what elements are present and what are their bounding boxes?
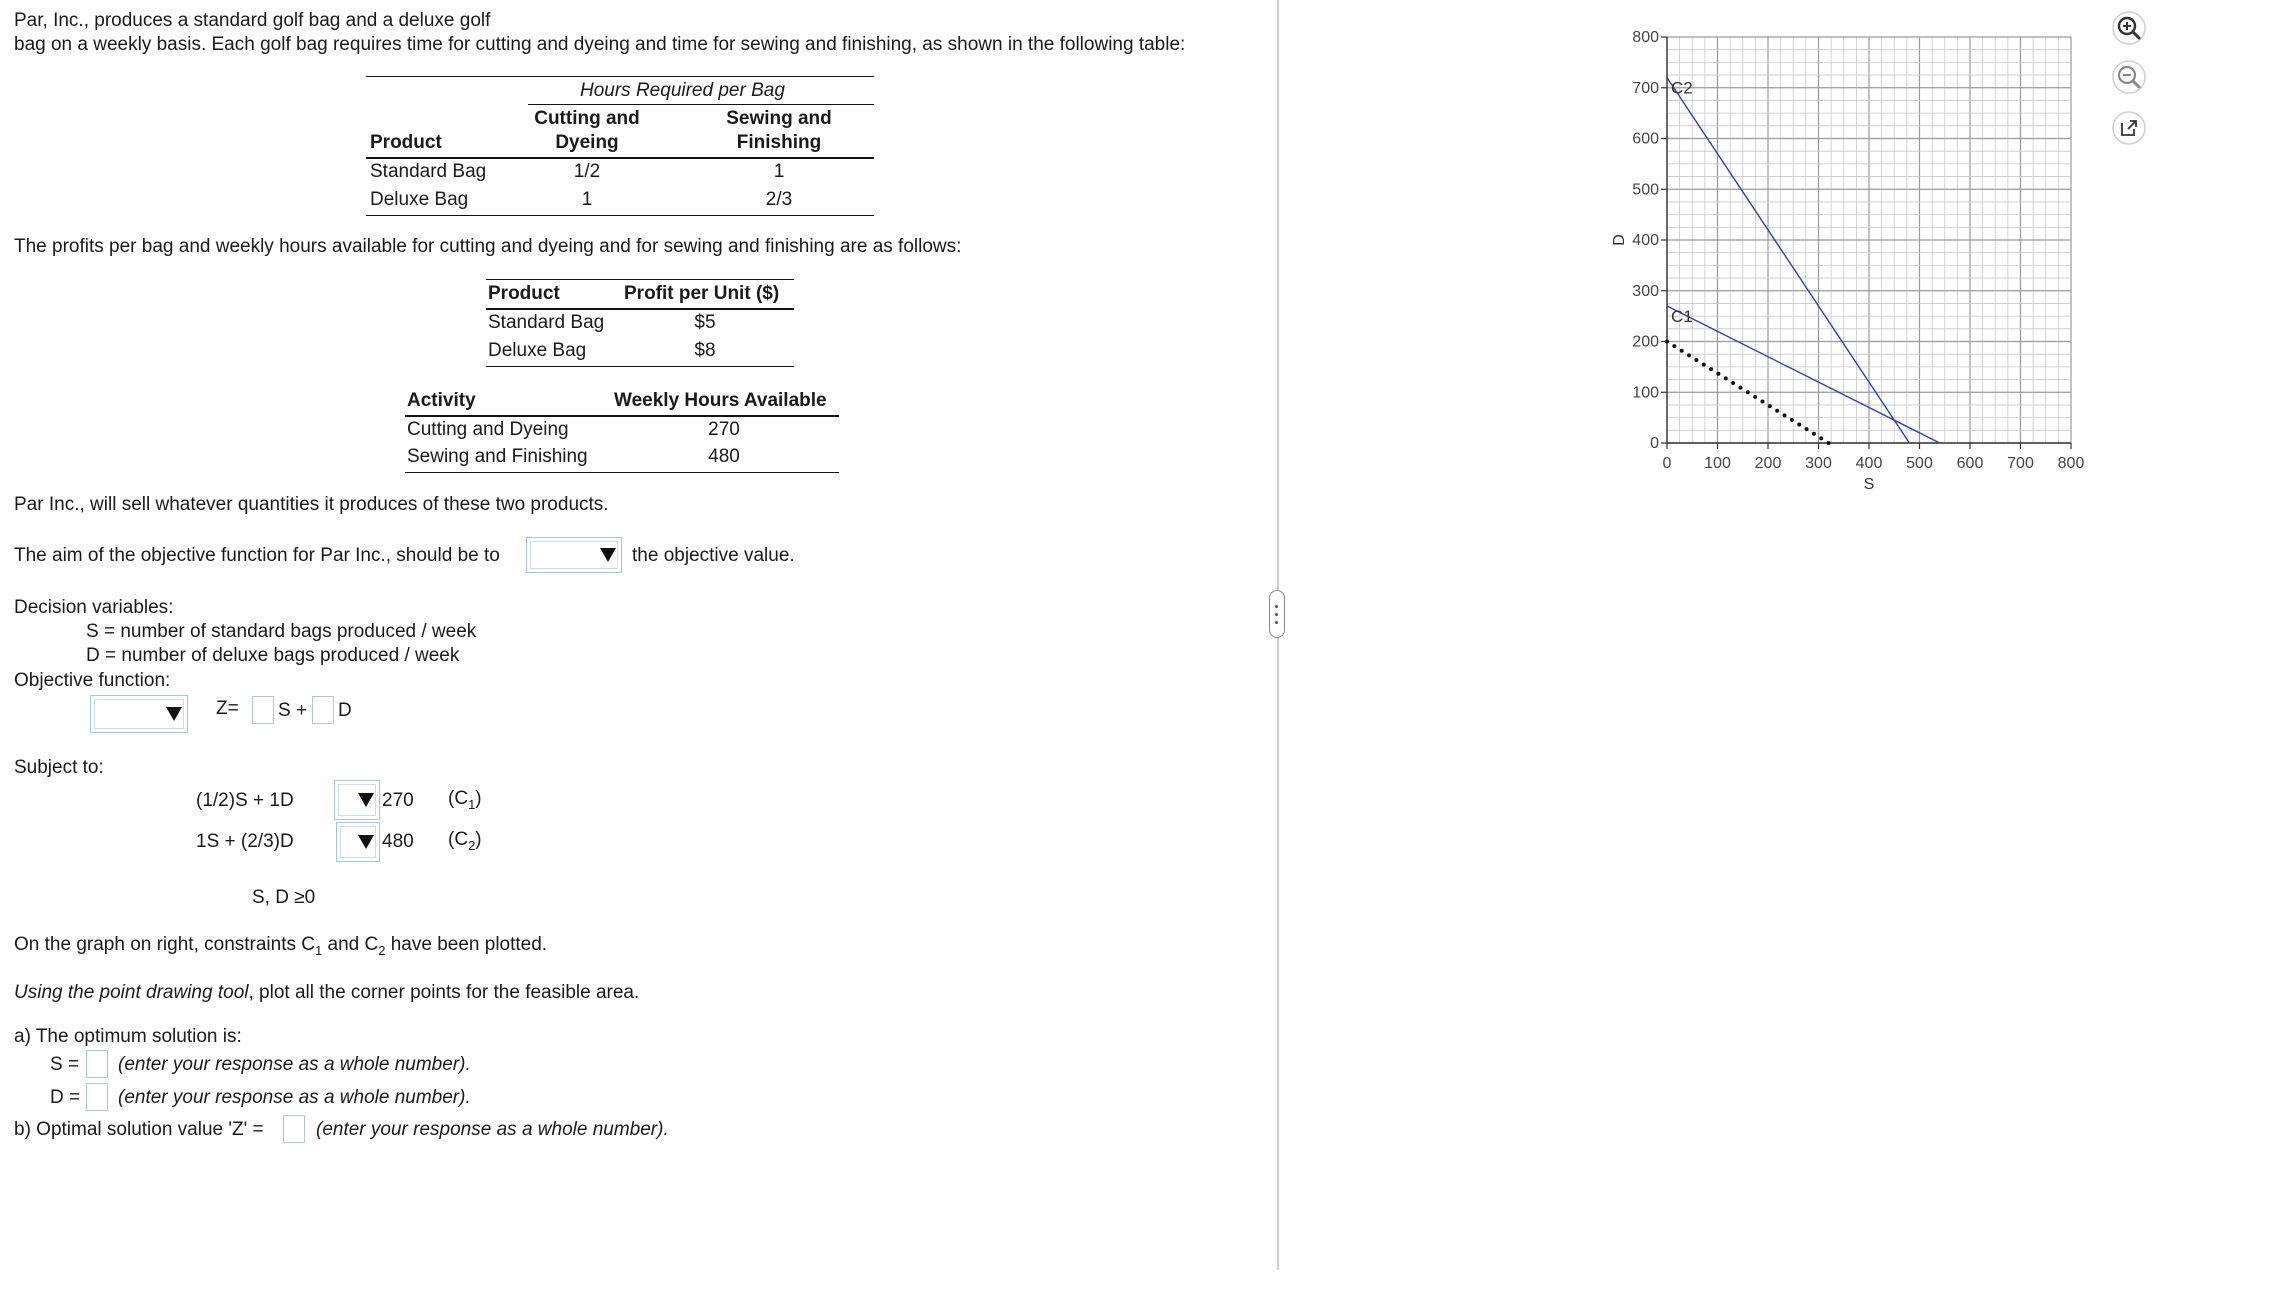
- dotted-series-point: [1768, 404, 1772, 408]
- graph-note-sub1: 1: [315, 942, 323, 958]
- profit-col-product: Product: [488, 283, 560, 304]
- constraint-line-c2: [1667, 78, 1909, 443]
- avail-col-activity: Activity: [407, 390, 476, 411]
- c2-label: $(C_2)$: [448, 829, 482, 853]
- c2-sign-dropdown[interactable]: [336, 822, 380, 862]
- profit-row-deluxe-value: $8: [694, 340, 716, 361]
- d-answer-input[interactable]: [86, 1083, 108, 1111]
- dotted-series-point: [1680, 349, 1684, 353]
- dotted-series-point: [1812, 432, 1816, 436]
- intro-line-2: bag on a weekly basis. Each golf bag requires time for cutting and dyeing and time for sewing and finishing, as shown in the following table:: [14, 34, 1186, 55]
- s-answer-input[interactable]: [86, 1050, 108, 1078]
- x-tick-label: 0: [1662, 455, 1672, 472]
- sell-text: Par Inc., will sell whatever quantities it produces of these two products.: [14, 494, 609, 515]
- y-tick-label: 800: [1632, 29, 1659, 46]
- popout-icon[interactable]: [2111, 110, 2147, 146]
- panel-resize-handle[interactable]: [1269, 590, 1285, 638]
- intro-line-1: Par, Inc., produces a standard golf bag and a deluxe golf: [14, 10, 491, 31]
- c1-sign-dropdown[interactable]: [334, 780, 380, 820]
- dotted-series-point: [1775, 409, 1779, 413]
- s-coef-input-wrap: [252, 696, 274, 724]
- row-standard-cut: 1/2: [573, 161, 601, 182]
- dotted-series-point: [1805, 427, 1809, 431]
- nonneg-constraint: S, D ≥0: [252, 887, 316, 908]
- y-tick-label: 500: [1632, 181, 1659, 199]
- constraint-label-c1: C1: [1671, 306, 1693, 326]
- dotted-series-point: [1731, 381, 1735, 385]
- tool-note-rest: , plot all the corner points for the feasible area.: [248, 982, 640, 1003]
- dotted-series-point: [1753, 395, 1757, 399]
- col-sew-1: Sewing and: [726, 108, 832, 129]
- dotted-series-point: [1738, 386, 1742, 390]
- c2-label-sub: 2: [468, 837, 476, 853]
- profit-row-standard-value: $5: [694, 312, 716, 333]
- objective-s-label: S +: [278, 700, 308, 721]
- dotted-series-point: [1724, 376, 1728, 380]
- row-standard-product: Standard Bag: [370, 161, 487, 182]
- col-product: Product: [370, 132, 442, 153]
- aim-text: The aim of the objective function for Par Inc., should be to: [14, 545, 500, 566]
- dotted-series-point: [1819, 436, 1823, 440]
- dropdown-arrow-icon: [358, 793, 374, 807]
- col-cut-1: Cutting and: [534, 108, 640, 129]
- answer-d-label: D =: [50, 1087, 81, 1108]
- graph-note-a: On the graph on right, constraints C: [14, 934, 315, 955]
- y-tick-label: 600: [1632, 130, 1659, 148]
- s-definition: S = number of standard bags produced / week: [86, 621, 477, 642]
- x-tick-label: 600: [1956, 455, 1984, 472]
- avail-row-cut-hours: 270: [708, 419, 740, 440]
- y-tick-label: 0: [1650, 435, 1659, 452]
- constraint-graph[interactable]: [1610, 20, 2130, 500]
- profit-row-deluxe: Deluxe Bag: [488, 340, 587, 361]
- dotted-series-point: [1760, 399, 1764, 403]
- zoom-in-icon[interactable]: [2111, 10, 2147, 46]
- d-coefficient-input[interactable]: [312, 696, 334, 724]
- z-answer-input[interactable]: [283, 1115, 305, 1143]
- objective-heading: Objective function:: [14, 670, 171, 691]
- y-tick-label: 700: [1632, 79, 1659, 97]
- d-coef-input-wrap: [312, 696, 334, 724]
- dotted-series-point: [1783, 413, 1787, 417]
- aim-text-after: the objective value.: [632, 545, 795, 566]
- dropdown-arrow-icon: [166, 707, 182, 721]
- dotted-series-point: [1790, 418, 1794, 422]
- dropdown-arrow-icon: [358, 835, 374, 849]
- graph-note-c: have been plotted.: [385, 934, 548, 955]
- constraint-line-c1: [1667, 306, 1940, 443]
- d-answer-wrap: [86, 1083, 108, 1111]
- tool-note-italic: Using the point drawing tool: [14, 982, 249, 1003]
- subject-heading: Subject to:: [14, 757, 104, 778]
- graph-note-b: and C: [322, 934, 379, 955]
- avail-row-cut: Cutting and Dyeing: [407, 419, 569, 440]
- y-axis-label: D: [1611, 234, 1628, 246]
- dotted-series-point: [1827, 441, 1831, 445]
- graph-note-sub2: 2: [378, 942, 386, 958]
- answer-a-heading: a) The optimum solution is:: [14, 1026, 242, 1047]
- c1-rhs: 270: [382, 790, 414, 811]
- dotted-series-point: [1694, 358, 1698, 362]
- profit-col-profit: Profit per Unit ($): [624, 283, 780, 304]
- y-tick-label: 300: [1632, 282, 1659, 300]
- x-tick-label: 400: [1855, 455, 1883, 472]
- x-tick-label: 200: [1754, 455, 1782, 472]
- zoom-out-icon[interactable]: [2111, 59, 2147, 95]
- row-deluxe-cut: 1: [581, 189, 593, 210]
- profit-row-standard: Standard Bag: [488, 312, 605, 333]
- decision-heading: Decision variables:: [14, 597, 174, 618]
- row-standard-sew: 1: [773, 161, 785, 182]
- y-tick-label: 200: [1632, 333, 1659, 351]
- dotted-series-point: [1702, 363, 1706, 367]
- row-deluxe-sew: 2/3: [765, 189, 793, 210]
- row-deluxe-product: Deluxe Bag: [370, 189, 469, 210]
- x-tick-label: 700: [2007, 455, 2034, 472]
- s-answer-hint: (enter your response as a whole number).: [118, 1054, 471, 1075]
- constraint-label-c2: C2: [1671, 78, 1693, 98]
- z-answer-hint: (enter your response as a whole number).: [316, 1119, 669, 1140]
- s-coefficient-input[interactable]: [252, 696, 274, 724]
- avail-col-hours: Weekly Hours Available: [614, 390, 827, 411]
- dotted-series-point: [1687, 353, 1691, 357]
- y-tick-label: 400: [1632, 232, 1659, 249]
- answer-b-label: b) Optimal solution value 'Z' =: [14, 1119, 264, 1140]
- z-answer-wrap: [283, 1115, 305, 1143]
- objective-dropdown[interactable]: [90, 695, 188, 733]
- answer-s-label: S =: [50, 1054, 80, 1075]
- objective-z-label: Z=: [216, 698, 239, 719]
- x-tick-label: 100: [1704, 455, 1731, 472]
- dotted-series-point: [1797, 423, 1801, 427]
- avail-row-sew-hours: 480: [708, 446, 740, 467]
- x-tick-label: 800: [2057, 455, 2085, 472]
- c2-rhs: 480: [382, 831, 414, 852]
- avail-row-sew: Sewing and Finishing: [407, 446, 588, 467]
- c1-label-sub: 1: [468, 796, 476, 812]
- graph-note: [14, 934, 547, 958]
- profits-intro: The profits per bag and weekly hours available for cutting and dyeing and for sewing and finishing are as follows:: [14, 236, 962, 257]
- objective-d-label: D: [338, 700, 352, 721]
- dotted-series-point: [1672, 344, 1676, 348]
- col-cut-2: Dyeing: [555, 132, 619, 153]
- dotted-series-point: [1716, 372, 1720, 376]
- graph-series: [1665, 78, 1940, 445]
- x-tick-label: 500: [1906, 455, 1933, 472]
- c2-lhs: 1S + (2/3)D: [196, 831, 294, 852]
- graph-ticks: [1611, 29, 2084, 493]
- aim-dropdown[interactable]: [526, 537, 622, 573]
- c2-label-letter: C: [454, 829, 469, 850]
- x-axis-label: S: [1863, 476, 1875, 493]
- c1-lhs: (1/2)S + 1D: [196, 790, 294, 811]
- d-answer-hint: (enter your response as a whole number).: [118, 1087, 471, 1108]
- y-tick-label: 100: [1632, 384, 1659, 402]
- d-definition: D = number of deluxe bags produced / week: [86, 645, 460, 666]
- col-sew-2: Finishing: [736, 132, 822, 153]
- hours-group-header: Hours Required per Bag: [580, 80, 785, 101]
- s-answer-wrap: [86, 1050, 108, 1078]
- dotted-series-point: [1746, 390, 1750, 394]
- tool-note: [14, 982, 639, 1004]
- c1-label: $(C_1)$: [448, 788, 482, 812]
- c1-label-letter: C: [454, 788, 469, 809]
- dotted-series-point: [1709, 367, 1713, 371]
- dropdown-arrow-icon: [600, 548, 616, 562]
- x-tick-label: 300: [1805, 455, 1832, 472]
